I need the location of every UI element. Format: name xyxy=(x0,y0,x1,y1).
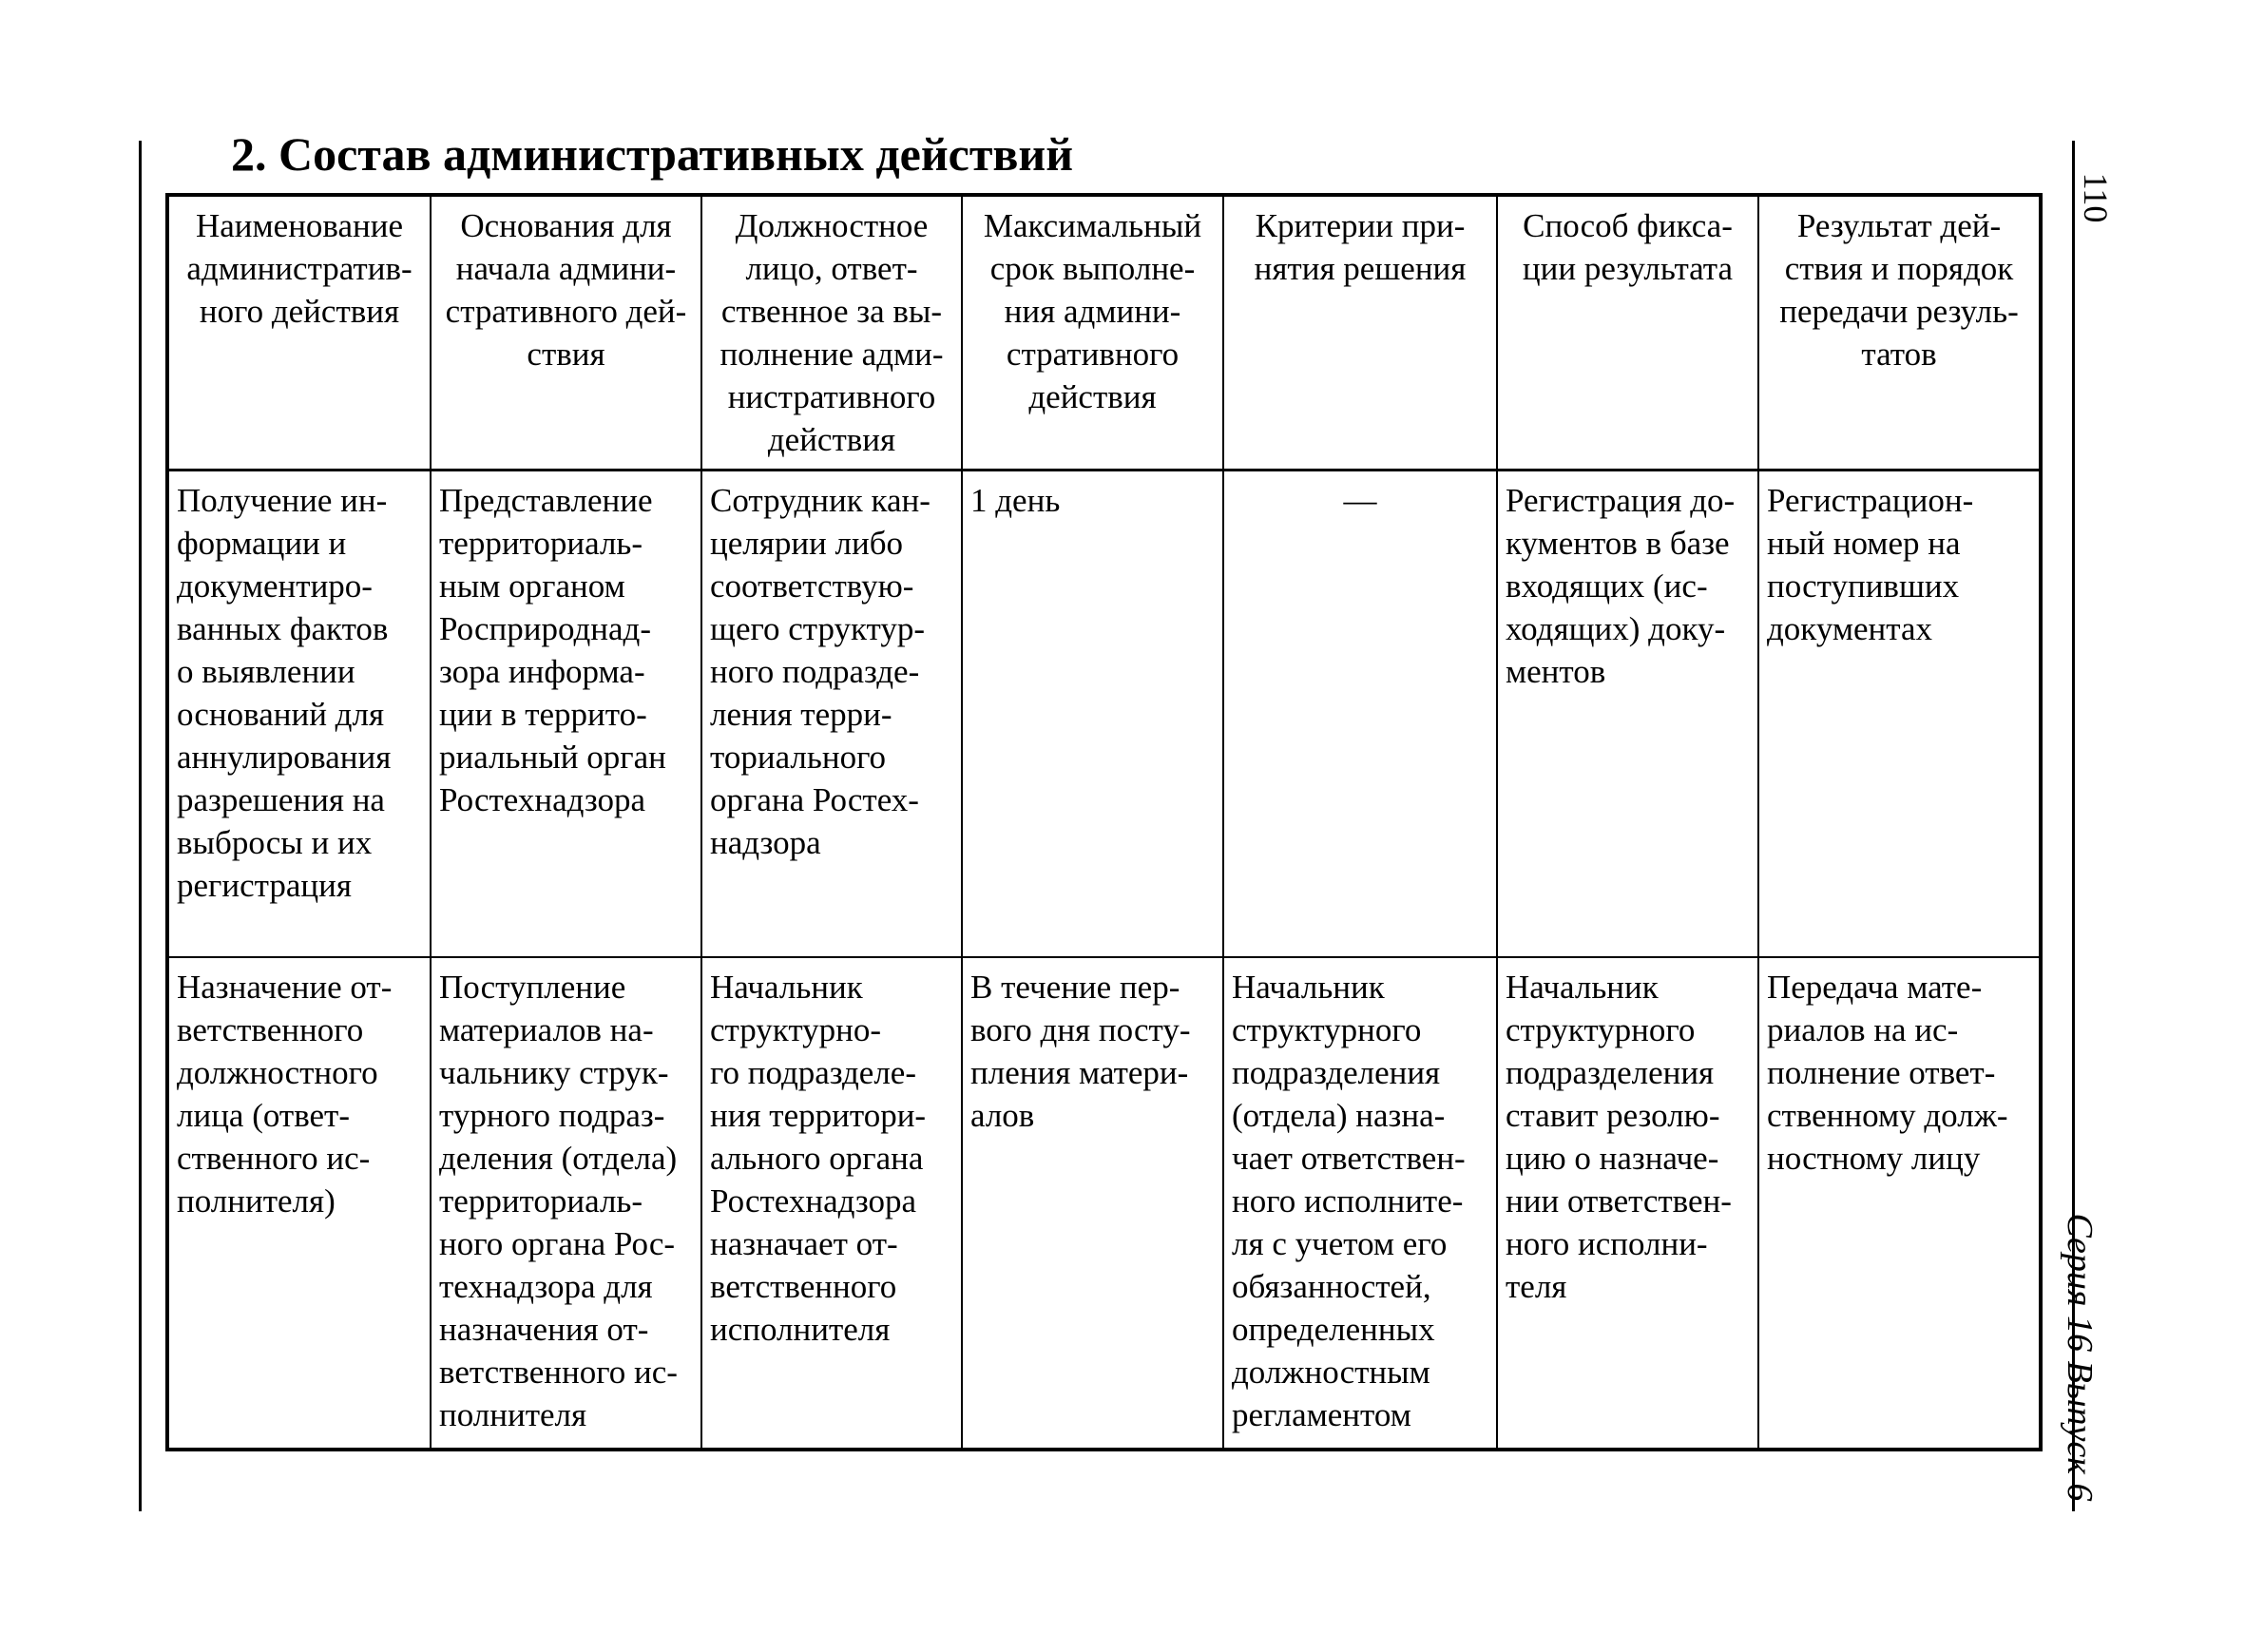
section-title: 2. Состав административных действий xyxy=(231,127,1074,181)
table-row xyxy=(167,471,2041,958)
page-number: 110 xyxy=(2077,172,2115,223)
table-cell: Начальник структурно- го подразделе- ния территори- ального органа Ростехнадзора назначает от- ветственного исполнителя xyxy=(701,957,962,1450)
table-cell: Регистрацион- ный номер на поступивших документах xyxy=(1758,471,2041,958)
table-cell: Получение ин- формации и документиро- ванных фактов о выявлении оснований для аннулирования разрешения на выбросы и их регистрация xyxy=(167,471,431,958)
table-row xyxy=(167,957,2041,1450)
header-result: Результат дей- ствия и порядок передачи резуль- татов xyxy=(1758,195,2041,471)
table-cell: Сотрудник кан- целярии либо соответствую- щего структур- ного подразде- ления терри- ториального органа Ростех- надзора xyxy=(701,471,962,958)
table-cell: Поступление материалов на- чальнику струк- турного подраз- деления (отдела) территориаль- ного органа Рос- технадзора для назначения от- ветственного ис- полнителя xyxy=(431,957,701,1450)
table-cell: В течение пер- вого дня посту- пления матери- алов xyxy=(962,957,1223,1450)
table-cell: Начальник структурного подразделения ставит резолю- цию о назначе- нии ответствен- ного исполни- теля xyxy=(1497,957,1758,1450)
administrative-actions-table xyxy=(165,193,2043,1451)
table-cell: 1 день xyxy=(962,471,1223,958)
table-header-row xyxy=(167,195,2041,471)
header-action-name: Наименование административ- ного действия xyxy=(167,195,431,471)
table-cell: — xyxy=(1223,471,1497,958)
left-margin-rule xyxy=(139,141,142,1511)
header-decision-criteria: Критерии при- нятия решения xyxy=(1223,195,1497,471)
header-max-term: Максимальный срок выполне- ния админи- стративного действия xyxy=(962,195,1223,471)
table-cell: Назначение от- ветственного должностного лица (ответ- ственного ис- полнителя) xyxy=(167,957,431,1450)
table-cell: Начальник структурного подразделения (отдела) назна- чает ответствен- ного исполните- ля с учетом его обязанностей, определенных должностным регламентом xyxy=(1223,957,1497,1450)
table-cell: Передача мате- риалов на ис- полнение ответ- ственному долж- ностному лицу xyxy=(1758,957,2041,1450)
header-recording-method: Способ фикса- ции результата xyxy=(1497,195,1758,471)
header-responsible-official: Должностное лицо, ответ- ственное за вы- полнение адми- нистративного действия xyxy=(701,195,962,471)
series-label: Серия 16 Выпуск 6 xyxy=(2060,1213,2100,1502)
table-cell: Регистрация до- кументов в базе входящих (ис- ходящих) доку- ментов xyxy=(1497,471,1758,958)
header-grounds: Основания для начала админи- стративного дей- ствия xyxy=(431,195,701,471)
table-cell: Представление территориаль- ным органом Росприроднад- зора информа- ции в террито- риальный орган Ростехнадзора xyxy=(431,471,701,958)
